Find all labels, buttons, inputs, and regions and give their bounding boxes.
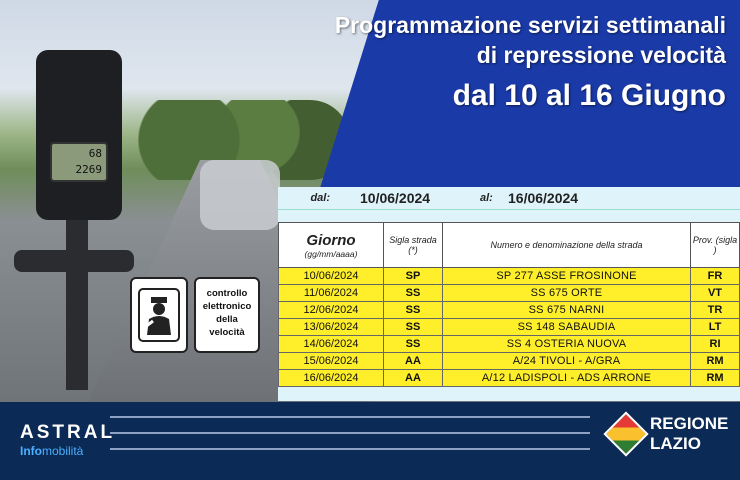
cell-date: 12/06/2024 (279, 302, 384, 319)
col-prov: Prov. (sigla ) (691, 223, 740, 268)
regione-text (650, 414, 728, 454)
table-row (279, 268, 740, 285)
cell-prov: TR (691, 302, 740, 319)
device-display-top: 68 (88, 147, 102, 160)
col-giorno (279, 223, 384, 268)
cell-strada: A/12 LADISPOLI - ADS ARRONE (443, 370, 691, 387)
badge-line-2: elettronico (202, 301, 252, 312)
device-head (36, 50, 122, 220)
cell-date: 16/06/2024 (279, 370, 384, 387)
astral-logo: ASTRAL (20, 422, 116, 443)
col-strada: Numero e denominazione della strada (443, 223, 691, 268)
speed-control-label (194, 277, 260, 353)
page-title (335, 10, 726, 118)
regione-emblem-icon (603, 411, 648, 456)
cell-prov: RI (691, 336, 740, 353)
table-row (279, 370, 740, 387)
cell-sigla: AA (384, 353, 443, 370)
speed-camera-device (14, 50, 134, 390)
cell-sigla: AA (384, 370, 443, 387)
table-row (279, 353, 740, 370)
footer-divider (110, 416, 590, 418)
cell-strada: A/24 TIVOLI - A/GRA (443, 353, 691, 370)
table-row (279, 285, 740, 302)
police-officer-icon (130, 277, 188, 353)
col-giorno-sub: (gg/mm/aaaa) (304, 248, 358, 259)
infomobilita-label (20, 444, 83, 458)
badge-line-1: controllo (206, 288, 248, 299)
badge-line-3: della (216, 314, 238, 325)
cell-strada: SP 277 ASSE FROSINONE (443, 268, 691, 285)
cell-sigla: SP (384, 268, 443, 285)
spacer (278, 210, 740, 222)
col-sigla: Sigla strada (*) (384, 223, 443, 268)
cell-strada: SS 675 ORTE (443, 285, 691, 302)
table-row (279, 336, 740, 353)
cell-date: 11/06/2024 (279, 285, 384, 302)
cell-prov: RM (691, 353, 740, 370)
cell-strada: SS 675 NARNI (443, 302, 691, 319)
title-line-3: dal 10 al 16 Giugno (452, 79, 726, 112)
from-value: 10/06/2024 (360, 190, 431, 206)
badge-line-4: velocità (209, 327, 245, 338)
cell-date: 10/06/2024 (279, 268, 384, 285)
cell-prov: RM (691, 370, 740, 387)
cell-date: 13/06/2024 (279, 319, 384, 336)
title-line-2: di repressione velocità (476, 42, 726, 68)
cell-sigla: SS (384, 336, 443, 353)
col-giorno-label: Giorno (306, 231, 356, 249)
footer-divider (110, 432, 590, 434)
cell-prov: FR (691, 268, 740, 285)
to-label: al: (480, 192, 493, 204)
regione-line-2: LAZIO (650, 434, 701, 453)
from-label: dal: (310, 192, 330, 204)
info-part: Info (20, 444, 42, 458)
parked-car (200, 160, 280, 230)
device-display (50, 142, 108, 182)
table-row (279, 302, 740, 319)
cell-date: 15/06/2024 (279, 353, 384, 370)
mobilita-part: mobilità (42, 444, 84, 458)
to-value: 16/06/2024 (508, 190, 579, 206)
regione-line-1: REGIONE (650, 414, 729, 433)
cell-date: 14/06/2024 (279, 336, 384, 353)
cell-strada: SS 148 SABAUDIA (443, 319, 691, 336)
schedule-table (278, 222, 740, 387)
footer-divider (110, 448, 590, 450)
cell-strada: SS 4 OSTERIA NUOVA (443, 336, 691, 353)
cell-sigla: SS (384, 302, 443, 319)
title-line-1: Programmazione servizi settimanali (334, 12, 726, 38)
period-bar (278, 187, 740, 210)
cell-prov: VT (691, 285, 740, 302)
cell-sigla: SS (384, 285, 443, 302)
cell-prov: LT (691, 319, 740, 336)
cell-sigla: SS (384, 319, 443, 336)
table-row (279, 319, 740, 336)
device-display-bottom: 2269 (75, 163, 102, 176)
schedule-table-panel (278, 187, 740, 401)
speed-control-badges (130, 277, 260, 353)
device-pole (66, 220, 88, 390)
regione-lazio-logo (610, 414, 728, 454)
